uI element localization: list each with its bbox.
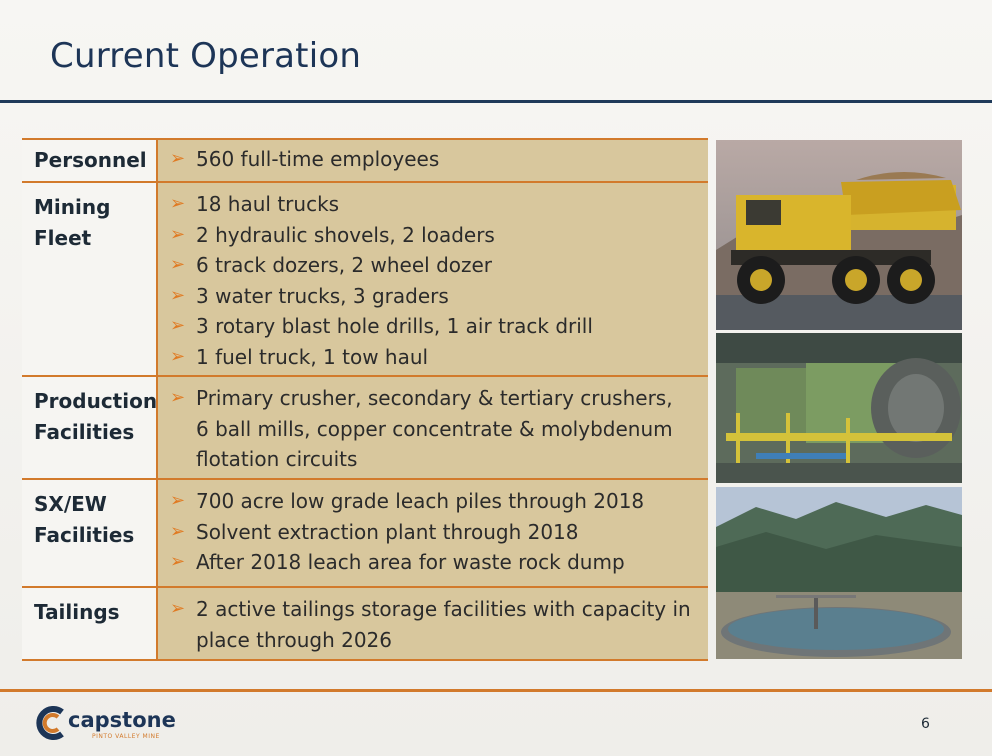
bullet-item: [170, 250, 700, 281]
arrow-bullet-icon: ➢: [170, 193, 186, 214]
operations-table: [22, 138, 708, 661]
mill-facility-photo: [716, 333, 962, 483]
bullet-line: 1 fuel truck, 1 tow haul: [196, 344, 429, 369]
bullet-line: 2 active tailings storage facilities with capacity in: [196, 597, 691, 621]
arrow-bullet-icon: ➢: [170, 345, 186, 367]
table-row-sxew-facilities: [22, 478, 708, 586]
bullet-line: 700 acre low grade leach piles through 2018: [196, 489, 645, 513]
bullet-item: [170, 189, 700, 220]
capstone-logo: [36, 706, 186, 746]
bullet-line: 6 track dozers, 2 wheel dozer: [196, 253, 493, 277]
row-label-line: Tailings: [34, 600, 120, 624]
row-label-line: Production: [34, 389, 158, 413]
arrow-bullet-icon: ➢: [170, 284, 186, 306]
capstone-logo-mark-icon: [36, 706, 66, 740]
row-content: [158, 480, 708, 586]
bullet-line: 3 rotary blast hole drills, 1 air track drill: [196, 314, 593, 338]
arrow-bullet-icon: ➢: [170, 598, 186, 619]
footer-divider: [0, 689, 992, 692]
bullet-item: [170, 342, 700, 373]
bullet-line: 560 full-time employees: [196, 147, 440, 171]
bullet-item: [170, 547, 700, 578]
row-content: [158, 588, 708, 659]
bullet-line: 18 haul trucks: [196, 192, 340, 216]
row-label: [22, 377, 158, 478]
arrow-bullet-icon: ➢: [170, 490, 186, 511]
bullet-line: flotation circuits: [196, 447, 358, 471]
bullet-line: 2 hydraulic shovels, 2 loaders: [196, 222, 495, 247]
arrow-bullet-icon: ➢: [170, 148, 186, 169]
row-content: [158, 183, 708, 375]
row-label: [22, 480, 158, 586]
row-content: [158, 140, 708, 181]
bullet-line: Solvent extraction plant through 2018: [196, 519, 579, 544]
row-label-line: Personnel: [34, 148, 147, 172]
row-label-line: Facilities: [34, 523, 135, 547]
table-row-tailings: [22, 586, 708, 661]
arrow-bullet-icon: ➢: [170, 520, 186, 542]
slide-title: Current Operation: [50, 36, 362, 76]
bullet-line: Primary crusher, secondary & tertiary crushers,: [196, 386, 673, 410]
bullet-line: place through 2026: [196, 627, 393, 652]
title-divider: [0, 100, 992, 103]
bullet-line: 3 water trucks, 3 graders: [196, 283, 449, 308]
bullet-item: [170, 311, 700, 342]
arrow-bullet-icon: ➢: [170, 223, 186, 245]
bullet-item: [170, 144, 700, 175]
bullet-item: [170, 220, 700, 251]
row-label: [22, 140, 158, 181]
bullet-item: [170, 486, 700, 517]
bullet-item: [170, 594, 700, 655]
row-label-line: Mining: [34, 195, 111, 219]
haul-truck-photo: [716, 140, 962, 330]
arrow-bullet-icon: ➢: [170, 551, 186, 572]
row-label-line: SX/EW: [34, 492, 107, 516]
row-label-line: Fleet: [34, 226, 92, 250]
bullet-item: [170, 383, 700, 475]
arrow-bullet-icon: ➢: [170, 254, 186, 275]
logo-wordmark: capstone: [68, 708, 176, 732]
bullet-line: 6 ball mills, copper concentrate & molybdenum: [196, 416, 673, 441]
tailings-thickener-photo: [716, 487, 962, 659]
table-row-mining-fleet: [22, 181, 708, 375]
bullet-item: [170, 281, 700, 312]
bullet-line: After 2018 leach area for waste rock dump: [196, 550, 625, 574]
row-label: [22, 588, 158, 659]
table-row-production-facilities: [22, 375, 708, 478]
arrow-bullet-icon: ➢: [170, 387, 186, 408]
row-label: [22, 183, 158, 375]
logo-subtitle: PINTO VALLEY MINE: [92, 733, 160, 740]
row-content: [158, 377, 708, 478]
arrow-bullet-icon: ➢: [170, 315, 186, 336]
page-number: 6: [921, 716, 930, 732]
bullet-item: [170, 517, 700, 548]
row-label-line: Facilities: [34, 420, 135, 444]
table-row-personnel: [22, 138, 708, 181]
